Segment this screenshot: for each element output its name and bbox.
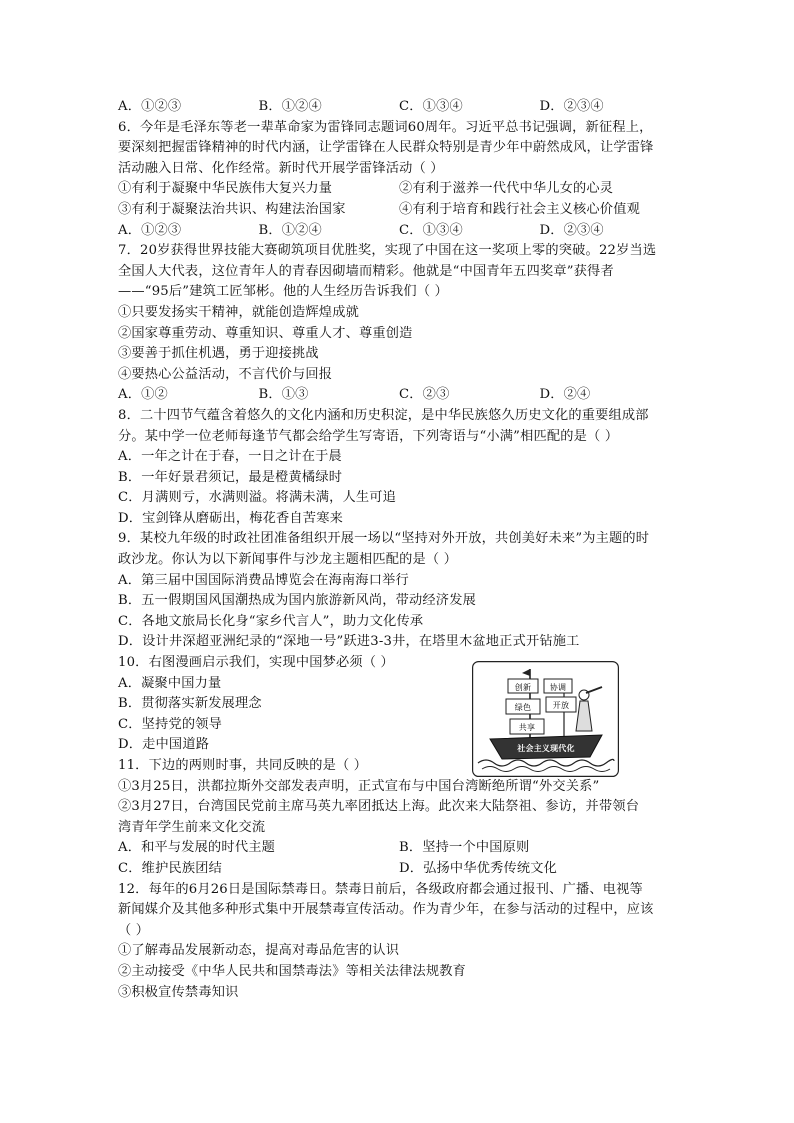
option: A．①②③: [118, 222, 182, 238]
option: D．宝剑锋从磨砺出，梅花香自苦寒来: [118, 510, 343, 526]
question-stem: 8．二十四节气蕴含着悠久的文化内涵和历史积淀，是中华民族悠久历史文化的重要组成部: [118, 407, 649, 423]
sail-label: 共享: [518, 723, 536, 732]
option: C．②③: [399, 387, 450, 403]
option: D．②④: [539, 387, 591, 403]
option: D．弘扬中华优秀传统文化: [399, 860, 558, 876]
question-stem: 11．下边的两则时事，共同反映的是（ ）: [118, 758, 368, 773]
statement: ④要热心公益活动，不言代价与回报: [118, 366, 333, 382]
ship-cartoon-image: [472, 661, 619, 777]
option: D．②③④: [539, 99, 604, 114]
q5-options: [118, 97, 680, 118]
hull-label: 社会主义现代化: [517, 744, 575, 753]
question-stem: 新闻媒介及其他多种形式集中开展禁毒宣传活动。作为青少年，在参与活动的过程中，应该: [118, 902, 654, 918]
sail-label: 创新: [514, 683, 532, 692]
question-stem: （ ）: [118, 922, 150, 938]
statement: ②主动接受《中华人民共和国禁毒法》等相关法律法规教育: [118, 963, 467, 979]
question-stem: 分。某中学一位老师每逢节气都会给学生写寄语，下列寄语与“小满”相匹配的是（ ）: [118, 428, 619, 444]
option: B．贯彻落实新发展理念: [118, 696, 262, 712]
exam-page: [118, 97, 680, 1003]
sail-label: 协调: [549, 683, 567, 692]
q11-options-row: [118, 859, 680, 880]
question-6: [118, 118, 680, 242]
statement: ①只要发扬实干精神，就能创造辉煌成就: [118, 304, 359, 320]
statement: ③有利于凝聚法治共识、构建法治国家: [118, 201, 346, 217]
question-stem: 6．今年是毛泽东等老一辈革命家为雷锋同志题词60周年。习近平总书记强调，新征程上，: [118, 119, 653, 135]
statement: ④有利于培育和践行社会主义核心价值观: [399, 201, 640, 217]
question-stem: 要深刻把握雷锋精神的时代内涵，让学雷锋在人民群众特别是青少年中蔚然成风，让学雷锋: [118, 140, 654, 156]
statement: ①3月25日，洪都拉斯外交部发表声明，正式宣布与中国台湾断绝所谓“外交关系”: [118, 778, 600, 794]
statement: ③要善于抓住机遇，勇于迎接挑战: [118, 346, 319, 362]
question-9: [118, 529, 680, 653]
statement: ②国家尊重劳动、尊重知识、尊重人才、尊重创造: [118, 325, 413, 341]
question-stem: 9．某校九年级的时政社团准备组织开展一场以“坚持对外开放，共创美好未来”为主题的时: [118, 531, 650, 547]
statement: ②有利于滋养一代代中华儿女的心灵: [399, 181, 614, 197]
option: C．维护民族团结: [118, 860, 223, 876]
statement: ②3月27日，台湾国民党前主席马英九率团抵达上海。此次来大陆祭祖、参访，并带领台: [118, 799, 640, 815]
option: B．一年好景君须记，最是橙黄橘绿时: [118, 469, 343, 485]
option: B．①②④: [258, 99, 322, 114]
question-7: [118, 241, 680, 406]
question-stem: ——“95后”建筑工匠邹彬。他的人生经历告诉我们（ ）: [118, 284, 448, 300]
q11-options-row: [118, 838, 680, 859]
sail-label: 绿色: [514, 703, 532, 712]
q6-options: [118, 221, 680, 242]
option: B．①③: [258, 387, 309, 403]
statement-row: [118, 200, 680, 221]
option: C．坚持党的领导: [118, 716, 223, 732]
option: B．①②④: [258, 222, 322, 238]
question-stem: 12．每年的6月26日是国际禁毒日。禁毒日前后，各级政府都会通过报刊、广播、电视等: [118, 881, 643, 897]
question-stem: 10．右图漫画启示我们，实现中国梦必须（ ）: [118, 655, 394, 671]
option: C．①③④: [399, 99, 463, 114]
option: C．各地文旅局长化身“家乡代言人”，助力文化传承: [118, 613, 424, 629]
option: C．①③④: [399, 222, 463, 238]
question-stem: 全国人大代表，这位青年人的青春因砌墙而精彩。他就是“中国青年五四奖章”获得者: [118, 263, 614, 279]
option: C．月满则亏，水满则溢。将满未满，人生可追: [118, 490, 397, 506]
statement: ①有利于凝聚中华民族伟大复兴力量: [118, 181, 333, 197]
question-stem: 政沙龙。你认为以下新闻事件与沙龙主题相匹配的是（ ）: [118, 552, 458, 568]
option: A．凝聚中国力量: [118, 675, 222, 691]
option: D．设计井深超亚洲纪录的“深地一号”跃进3-3井，在塔里木盆地正式开钻施工: [118, 634, 580, 650]
statement: ①了解毒品发展新动态，提高对毒品危害的认识: [118, 943, 400, 959]
option: A．①②: [118, 387, 168, 403]
option: D．②③④: [539, 222, 604, 238]
option: A．一年之计在于春，一日之计在于晨: [118, 449, 342, 465]
option: A．第三届中国国际消费品博览会在海南海口举行: [118, 572, 409, 588]
option: B．坚持一个中国原则: [399, 840, 530, 856]
statement: 湾青年学生前来文化交流: [118, 819, 266, 835]
question-stem: 7．20岁获得世界技能大赛砌筑项目优胜奖，实现了中国在这一奖项上零的突破。22岁当选: [118, 243, 657, 259]
question-8: [118, 406, 680, 530]
statement: ③积极宣传禁毒知识: [118, 984, 239, 1000]
option: B．五一假期国风国潮热成为国内旅游新风尚，带动经济发展: [118, 593, 476, 609]
question-stem: 活动融入日常、化作经常。新时代开展学雷锋活动（ ）: [118, 160, 444, 176]
question-12: [118, 880, 680, 1004]
option: A．①②③: [118, 99, 182, 114]
sail-label: 开放: [552, 701, 570, 710]
ship-cartoon-svg: [472, 661, 619, 777]
option: A．和平与发展的时代主题: [118, 840, 275, 856]
option: D．走中国道路: [118, 737, 210, 753]
statement-row: [118, 179, 680, 200]
q7-options: [118, 385, 680, 406]
